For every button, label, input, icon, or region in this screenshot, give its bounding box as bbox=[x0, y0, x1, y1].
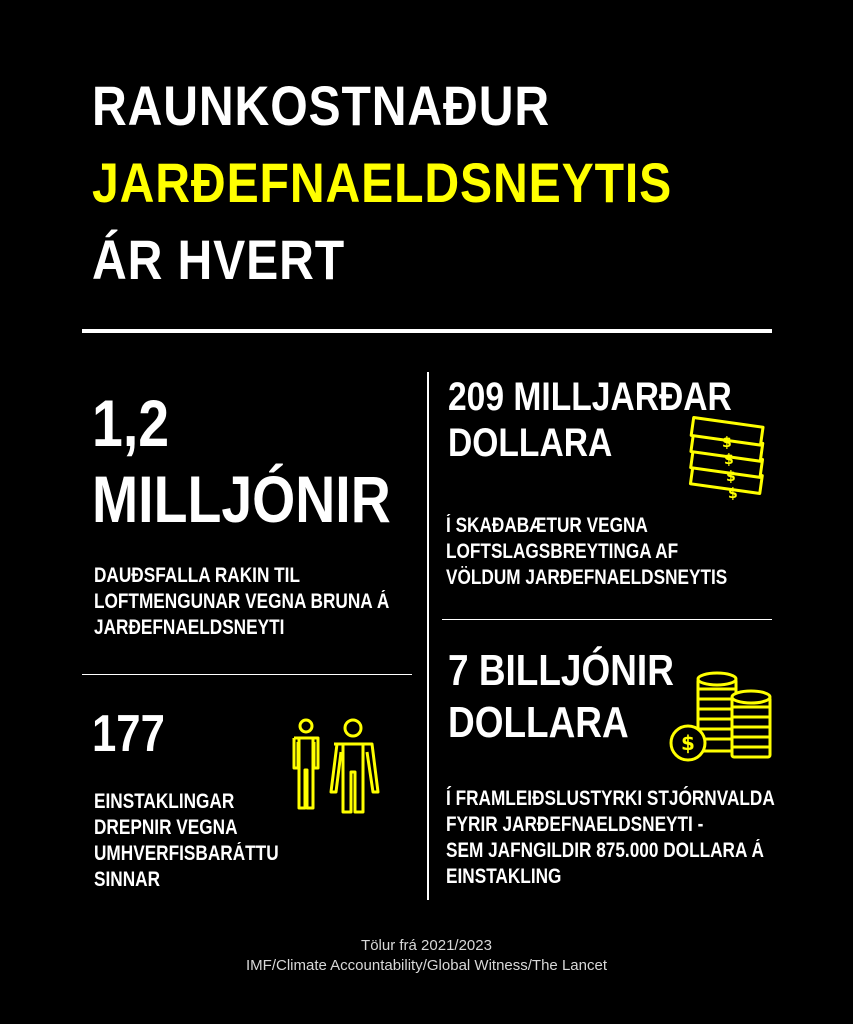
damages-description-3: VÖLDUM JARÐEFNAELDSNEYTIS bbox=[446, 566, 728, 589]
subsidies-description-3: SEM JAFNGILDIR 875.000 DOLLARA Á bbox=[446, 839, 764, 862]
activists-description-3: UMHVERFISBARÁTTU bbox=[94, 842, 279, 865]
title-line-2: JARÐEFNAELDSNEYTIS bbox=[92, 151, 673, 214]
activists-number: 177 bbox=[92, 705, 165, 763]
svg-text:$: $ bbox=[681, 731, 695, 755]
subsidies-description-2: FYRIR JARÐEFNAELDSNEYTI - bbox=[446, 813, 704, 836]
footer-line-1: Tölur frá 2021/2023 bbox=[361, 937, 492, 954]
deaths-description-3: JARÐEFNAELDSNEYTI bbox=[94, 616, 285, 639]
left-divider bbox=[82, 674, 412, 675]
activists-description-2: DREPNIR VEGNA bbox=[94, 816, 238, 839]
subsidies-description-4: EINSTAKLING bbox=[446, 865, 562, 888]
svg-text:$: $ bbox=[722, 435, 732, 451]
damages-description-1: Í SKAÐABÆTUR VEGNA bbox=[446, 514, 648, 537]
footer-line-2: IMF/Climate Accountability/Global Witness/The Lancet bbox=[246, 957, 607, 974]
title-line-3: ÁR HVERT bbox=[92, 228, 346, 291]
svg-text:$: $ bbox=[726, 469, 736, 485]
deaths-description-1: DAUÐSFALLA RAKIN TIL bbox=[94, 564, 300, 587]
title-divider bbox=[82, 329, 772, 333]
damages-number-line-2: DOLLARA bbox=[448, 421, 613, 465]
activists-description-1: EINSTAKLINGAR bbox=[94, 790, 235, 813]
deaths-number-line-1: 1,2 bbox=[92, 386, 170, 460]
right-divider bbox=[442, 619, 772, 620]
title-line-1: RAUNKOSTNAÐUR bbox=[92, 74, 550, 137]
people-icon bbox=[286, 716, 382, 820]
deaths-number-line-2: MILLJÓNIR bbox=[92, 462, 391, 536]
activists-description-4: SINNAR bbox=[94, 868, 161, 891]
svg-text:$: $ bbox=[728, 486, 738, 502]
banknotes-icon bbox=[684, 415, 776, 507]
subsidies-number-line-2: DOLLARA bbox=[448, 698, 629, 747]
deaths-description-2: LOFTMENGUNAR VEGNA BRUNA Á bbox=[94, 590, 390, 613]
damages-description-2: LOFTSLAGSBREYTINGA AF bbox=[446, 540, 679, 563]
svg-text:$: $ bbox=[724, 452, 734, 468]
damages-number-line-1: 209 MILLJARÐAR bbox=[448, 375, 732, 419]
subsidies-number-line-1: 7 BILLJÓNIR bbox=[448, 646, 674, 695]
coin-stacks-icon bbox=[666, 665, 776, 765]
column-divider bbox=[427, 372, 429, 900]
subsidies-description-1: Í FRAMLEIÐSLUSTYRKI STJÓRNVALDA bbox=[446, 787, 775, 810]
